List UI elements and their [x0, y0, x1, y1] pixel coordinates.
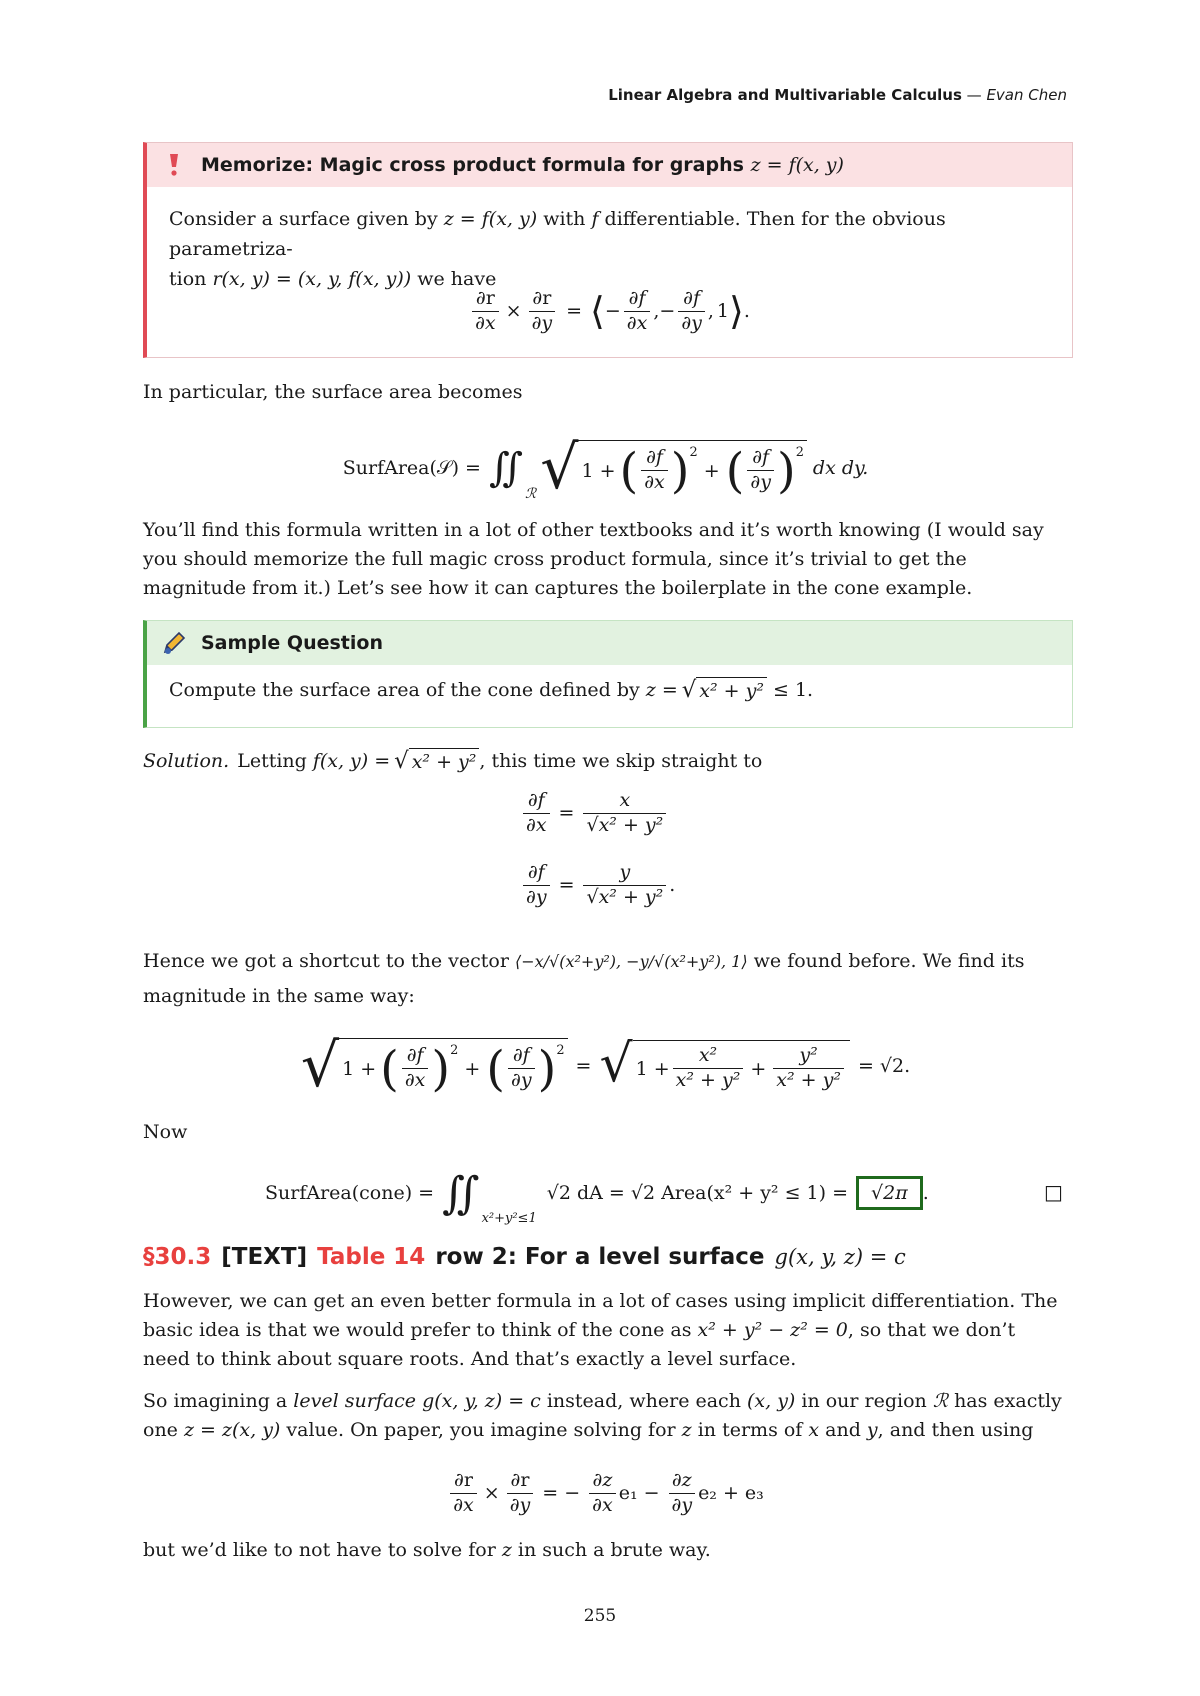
- solution-line: Solution. Letting f(x, y) = √ x² + y² , this time we skip straight to: [143, 748, 763, 774]
- section-title-math: g(x, y, z) = c: [774, 1245, 906, 1269]
- memorize-title-math: z = f(x, y): [750, 154, 844, 176]
- pencil-icon: [159, 630, 189, 656]
- memorize-box-body: Consider a surface given by z = f(x, y) with f differentiable. Then for the obvious parametriza- tion r(x, y) = (x, y, f(x, y)) we have: [169, 208, 946, 290]
- final-surface-area-formula: SurfArea(cone) = ∬ x²+y²≤1 √2 dA = √2 Area(x² + y² ≤ 1) = √2π .: [265, 1167, 929, 1226]
- section-heading: [143, 1244, 906, 1270]
- paragraph-so-imagining: So imagining a level surface g(x, y, z) = c instead, where each (x, y) in our region ℛ has exactly one z = z(x, y) value. On paper, you imagine solving for z in terms of x and y, and then using: [143, 1390, 1062, 1441]
- memorize-box: [143, 142, 1073, 358]
- table-reference-link[interactable]: Table 14: [317, 1244, 426, 1270]
- paragraph-however: However, we can get an even better formula in a lot of cases using implicit differentiation. The basic idea is that we would prefer to think of the cone as x² + y² − z² = 0, so that we don’t need to think about square roots. And that’s exactly a level surface.: [143, 1290, 1058, 1370]
- surface-area-formula: SurfArea(𝒮) = ∬ ℛ √ 1 + ( $\frac{\partial f}{\partial x}$ ) $^2$ + ( $\frac{\partial f}{\partial y}$ ) $^2$ dx dy.: [342, 432, 869, 503]
- section-tag: [TEXT]: [221, 1244, 308, 1270]
- sample-question-box: [143, 620, 1073, 728]
- author-name: Evan Chen: [986, 86, 1067, 104]
- paragraph-surface-area: In particular, the surface area becomes: [143, 381, 523, 403]
- sample-question-body: Compute the surface area of the cone defined by z = √ x² + y² ≤ 1.: [169, 677, 814, 703]
- shortcut-vector: ⟨−x/√(x²+y²), −y/√(x²+y²), 1⟩: [514, 952, 748, 971]
- paragraph-but: but we’d like to not have to solve for z in such a brute way.: [143, 1539, 711, 1561]
- partial-y-equation: $\frac{\partial f}{\partial y}$ = $\frac{y}{\text{√x² + y²}}$ .: [520, 862, 675, 909]
- header-dash: —: [961, 86, 987, 104]
- qed-symbol: □: [1044, 1180, 1063, 1204]
- magnitude-formula: √ 1 + ( $\frac{\partial f}{\partial x}$ ) $^2$ + ( $\frac{\partial f}{\partial y}$ ) $^2$ = √ 1 + $\frac{\text{x²}}{\text{x² + y²}}$ + $\frac{\text{y²}}{\text{x² + y²}}$ = √2.: [300, 1030, 911, 1101]
- exclamation-icon: [159, 153, 189, 177]
- paragraph-now: Now: [143, 1121, 188, 1143]
- section-number: §30.3: [143, 1244, 212, 1270]
- magic-cross-formula: $\frac{\partial r}{\partial x}$ × $\frac{\partial r}{\partial y}$ = ⟨ − $\frac{\partial f}{\partial x}$ , − $\frac{\partial f}{\partial y}$ , 1 ⟩ .: [147, 278, 1072, 344]
- sample-question-header: [147, 621, 1072, 665]
- solution-label: Solution.: [143, 750, 230, 772]
- running-header: [608, 86, 1067, 104]
- memorize-box-title: Memorize: Magic cross product formula for graphs z = f(x, y): [201, 154, 844, 176]
- book-title: Linear Algebra and Multivariable Calculus: [608, 86, 962, 104]
- cross-product-formula: $\frac{\partial r}{\partial x}$ × $\frac{\partial r}{\partial y}$ = − $\frac{\partial z}{\partial x}$ e₁ − $\frac{\partial z}{\partial y}$ e₂ + e₃: [143, 1460, 1068, 1526]
- page-number: 255: [583, 1606, 617, 1626]
- paragraph-youll-find: You’ll find this formula written in a lot of other textbooks and it’s worth knowing (I would say you should memorize the full magic cross product formula, since it’s trivial to get the magnitude from it.) Let’s see how it can captures the boilerplate in the cone example.: [143, 519, 1044, 599]
- section-title: row 2: For a level surface: [435, 1244, 765, 1270]
- answer-box: √2π: [856, 1176, 923, 1210]
- partial-x-equation: $\frac{\partial f}{\partial x}$ = $\frac{x}{\text{√x² + y²}}$: [520, 790, 669, 837]
- paragraph-hence: Hence we got a shortcut to the vector ⟨−x/√(x²+y²), −y/√(x²+y²), 1⟩ we found before. We find its magnitude in the same way:: [143, 950, 1025, 1007]
- sample-question-title: Sample Question: [201, 632, 383, 654]
- memorize-box-header: [147, 143, 1072, 187]
